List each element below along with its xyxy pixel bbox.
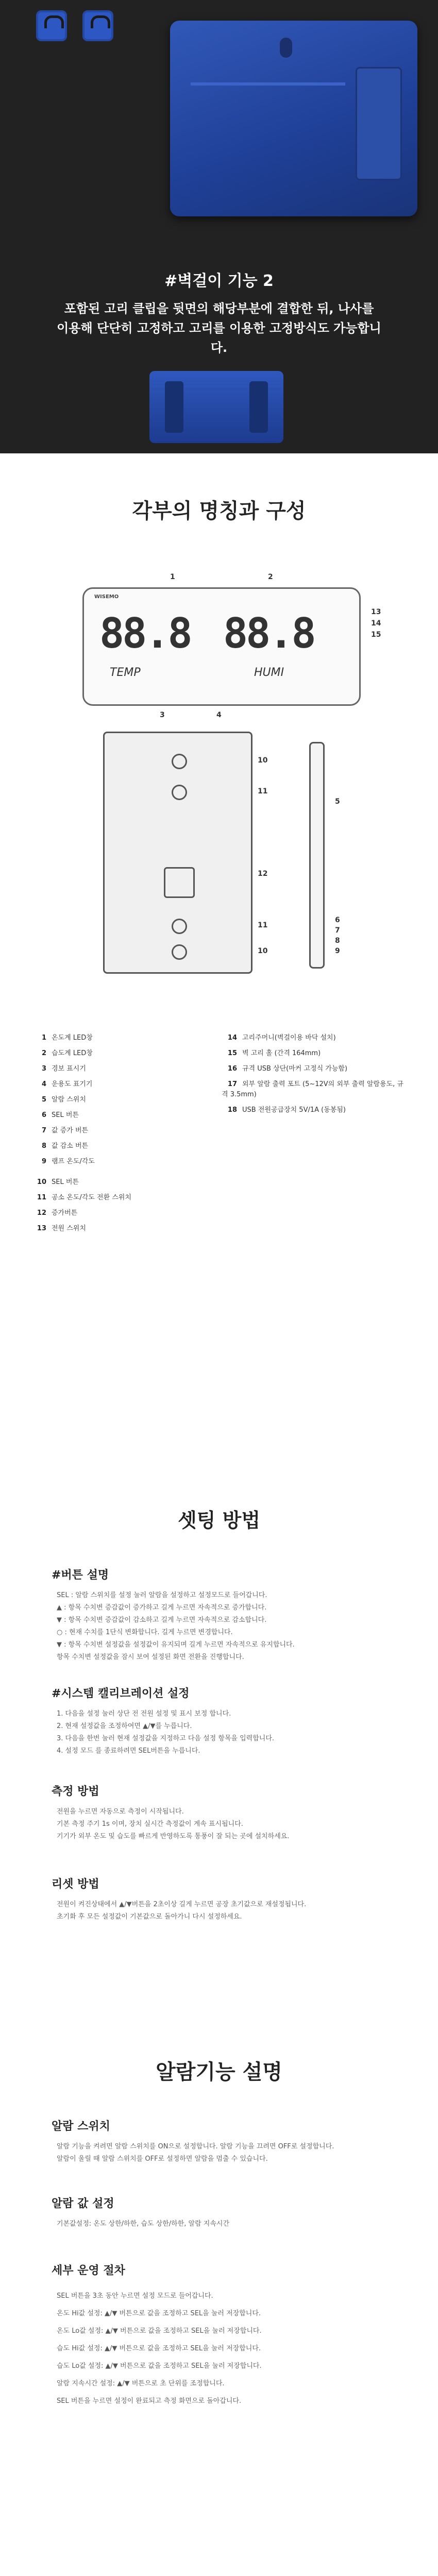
wall-hole	[172, 754, 187, 769]
list-item: 16 규격 USB 상단(마커 고정식 가능함)	[227, 1065, 348, 1073]
callout-10: 10	[258, 947, 268, 955]
screw-hole	[172, 785, 187, 800]
setting-section	[0, 1412, 438, 2045]
callout-5: 5	[335, 798, 340, 806]
detail-title: 세부 운영 절차	[52, 2264, 125, 2277]
callout-11: 11	[258, 787, 268, 795]
temp-label: TEMP	[110, 666, 141, 679]
wall-hole	[172, 944, 187, 960]
list-item: 3 경보 표시기	[41, 1065, 86, 1073]
list-item: 5 알람 스위치	[41, 1096, 86, 1104]
device-rib	[191, 82, 345, 86]
feature2-description: 포함된 고리 클립을 뒷면의 해당부분에 결합한 뒤, 나사를 이용해 단단히 고정하고 고리를 이용한 고정방식도 가능합니다.	[57, 301, 381, 355]
alarm-switch-list: 알람 기능을 켜려면 알람 스위치를 ON으로 설정합니다. 알람 기능을 끄려면 OFF로 설정합니다. 알람이 울릴 때 알람 스위치를 OFF로 설정하면 알람을 멈출 수 있습니다.	[57, 2143, 334, 2163]
callout-13: 13	[371, 608, 381, 616]
device-hook-photo	[149, 371, 283, 443]
detail-list: SEL 버튼을 3초 동안 누르면 설정 모드로 들어갑니다. 온도 Hi값 설정: ▲/▼ 버튼으로 값을 조정하고 SEL을 눌러 저장합니다. 온도 Lo값 설정: ▲/▼ 버튼으로 값을 조정하고 SEL을 눌러 저장합니다. 습도 Hi값 설정: ▲/▼ 버튼으로 값을 조정하고 SEL을 눌러 저장합니다. 습도 Lo값 설정: ▲/▼ 버튼으로 값을 조정하고 SEL을 눌러 저장합니다. 알람 지속시간 설정: ▲/▼ 버튼으로 초 단위를 조정합니다. SEL 버튼을 누르면 설정이 완료되고 측정 화면으로 돌아갑니다.	[57, 2292, 262, 2405]
device-side-diagram	[309, 742, 325, 969]
feature2-title: #벽걸이 기능 2	[164, 272, 274, 290]
alarm-value-title: 알람 값 설정	[52, 2197, 114, 2210]
brand-label: WISEMO	[94, 594, 119, 600]
hook-clip-image	[82, 10, 113, 41]
parts-title: 각부의 명칭과 구성	[132, 499, 306, 523]
alarm-switch-title: 알람 스위치	[52, 2120, 110, 2133]
button-desc-title: #버튼 설명	[52, 1569, 109, 1582]
list-item: 6 SEL 버튼	[41, 1111, 79, 1119]
reset-list: 전원이 켜진상태에서 ▲/▼버튼을 2초이상 길게 누르면 공장 초기값으로 재설정됩니다. 초기화 후 모든 설정값이 기본값으로 돌아가니 다시 설정하세요.	[57, 1901, 307, 1921]
list-item: 18 USB 전원공급장치 5V/1A (동봉됨)	[227, 1106, 346, 1114]
button-desc-list: SEL : 알람 스위치를 설정 눌러 알람을 설정하고 설정모드로 들어갑니다. ▲ : 항목 수치변 증감값이 증가하고 길게 누르면 자속적으로 증가합니다. ▼ : 항목 수치변 증감값이 감소하고 길게 누르면 자속적으로 감소합니다. ○ : 현재 수치를 1단식 변화합니다. 길게 누르면 변경합니다. ▼ : 항목 수치변 설정값을 설정값이 유지되며 길게 누르면 자속적으로 유지합니다. 항목 수치변 설정값을 잠시 보여 설정된 화면 전환을 진행합니다.	[57, 1591, 295, 1661]
list-item: 7 값 증가 버튼	[41, 1127, 89, 1134]
humi-label: HUMI	[254, 666, 284, 679]
callout-6: 6	[335, 916, 340, 924]
callout-10: 10	[258, 756, 268, 765]
device-back-diagram	[103, 732, 252, 974]
callout-12: 12	[258, 870, 268, 878]
list-item: 9 램프 온도/각도	[41, 1158, 95, 1165]
alarm-value-list: 기본값설정: 온도 상한/하한, 습도 상한/하한, 알람 지속시간	[57, 2220, 230, 2228]
alarm-section	[0, 2045, 438, 2576]
parts-section	[0, 453, 438, 1412]
parts-list-left	[31, 1030, 95, 1170]
hook-slot	[278, 36, 294, 59]
wall-mount-section	[0, 0, 438, 453]
callout-3: 3	[160, 711, 165, 719]
alarm-title: 알람기능 설명	[156, 2060, 282, 2084]
callout-11: 11	[258, 921, 268, 929]
calib-list: 1. 다음을 설정 눌러 상단 전 전원 설정 및 표시 보정 합니다. 2. 현재 설정값을 조정하여면 ▲/▼를 누릅니다. 3. 다음을 한번 눌러 현재 설정값을 지정하고 다음 설정 항목을 입력합니다. 4. 설정 모드 를 종료하려면 SEL버튼을 누릅니다.	[57, 1710, 275, 1755]
callout-15: 15	[371, 631, 381, 639]
parts-list-right	[222, 1030, 407, 1118]
list-item: 15 벽 고리 홀 (간격 164mm)	[227, 1049, 321, 1057]
hook-clip-image	[36, 10, 67, 41]
callout-14: 14	[371, 619, 381, 628]
list-item: 8 값 감소 버튼	[41, 1142, 89, 1150]
list-item: 14 고리주머니(벽걸이용 바닥 설치)	[227, 1034, 336, 1042]
humi-digits: 88.8	[223, 609, 314, 657]
callout-8: 8	[335, 937, 340, 945]
reset-title: 리셋 방법	[52, 1878, 99, 1891]
list-item: 4 운용도 표기기	[41, 1080, 93, 1088]
setting-title: 셋팅 방법	[177, 1509, 261, 1532]
callout-1: 1	[170, 573, 175, 581]
hook-mount-slot	[164, 867, 195, 898]
callout-9: 9	[335, 947, 340, 955]
parts-list-mid	[31, 1175, 131, 1236]
list-item: 1 온도계 LED창	[41, 1034, 93, 1042]
measure-list: 전원을 누르면 자동으로 측정이 시작됩니다. 기본 측정 주기 1s 이며, 장치 실시간 측정값이 계속 표시됩니다. 기기가 외부 온도 및 습도를 빠르게 반영하도록 통풍이 잘 되는 곳에 설치하세요.	[57, 1808, 290, 1840]
measure-title: 측정 방법	[52, 1785, 99, 1798]
list-item: 17 외부 알람 출력 포트 (5~12V의 외부 출력 알람용도, 규격 3.5mm)	[222, 1080, 403, 1098]
battery-cover	[356, 67, 402, 180]
list-item: 13 전원 스위치	[37, 1225, 86, 1232]
temp-digits: 88.8	[99, 609, 191, 657]
device-front-diagram	[82, 587, 361, 706]
screw-hole	[172, 919, 187, 934]
list-item: 11 공소 온도/각도 전환 스위치	[37, 1194, 131, 1201]
callout-2: 2	[268, 573, 273, 581]
calib-title: #시스템 캘리브레이션 설정	[52, 1687, 190, 1700]
list-item: 10 SEL 버튼	[37, 1178, 79, 1186]
callout-4: 4	[216, 711, 222, 719]
list-item: 2 습도계 LED창	[41, 1049, 93, 1057]
callout-7: 7	[335, 926, 340, 935]
device-back-image	[170, 21, 417, 216]
list-item: 12 증가버튼	[37, 1209, 78, 1217]
